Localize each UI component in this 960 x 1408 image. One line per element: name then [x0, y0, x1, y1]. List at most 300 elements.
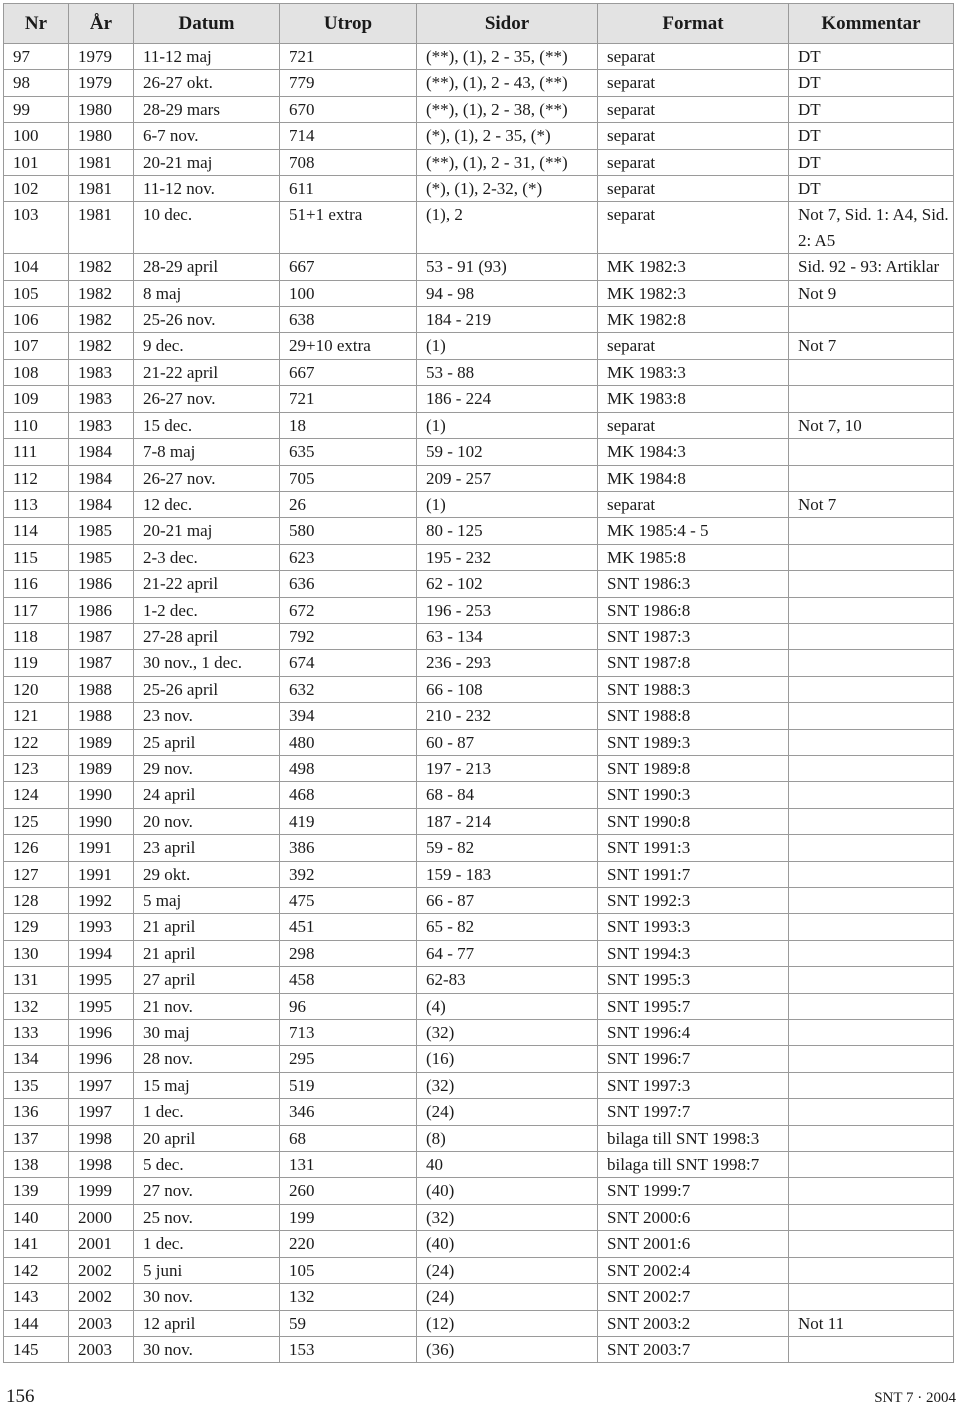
cell-nr: 109: [4, 386, 69, 412]
cell-datum: 25-26 nov.: [134, 307, 280, 333]
cell-kommentar: [789, 623, 954, 649]
cell-format: separat: [598, 149, 789, 175]
cell-format: SNT 1997:7: [598, 1099, 789, 1125]
cell-utrop: 451: [280, 914, 417, 940]
cell-utrop: 392: [280, 861, 417, 887]
table-row: [4, 96, 954, 122]
table-row: [4, 1072, 954, 1098]
cell-sidor: 68 - 84: [417, 782, 598, 808]
cell-nr: 99: [4, 96, 69, 122]
cell-format: separat: [598, 123, 789, 149]
table-row: [4, 176, 954, 202]
cell-utrop: 51+1 extra: [280, 202, 417, 254]
cell-utrop: 714: [280, 123, 417, 149]
table-row: [4, 755, 954, 781]
cell-ar: 1995: [69, 967, 134, 993]
cell-utrop: 519: [280, 1072, 417, 1098]
cell-datum: 21-22 april: [134, 571, 280, 597]
cell-ar: 1979: [69, 44, 134, 70]
cell-kommentar: [789, 703, 954, 729]
cell-sidor: (40): [417, 1178, 598, 1204]
table-body: [4, 44, 954, 1363]
cell-format: bilaga till SNT 1998:3: [598, 1125, 789, 1151]
cell-ar: 1981: [69, 202, 134, 254]
cell-kommentar: [789, 1231, 954, 1257]
cell-kommentar: [789, 1125, 954, 1151]
cell-nr: 144: [4, 1310, 69, 1336]
table-row: [4, 993, 954, 1019]
cell-ar: 1996: [69, 1046, 134, 1072]
cell-format: separat: [598, 44, 789, 70]
cell-kommentar: DT: [789, 123, 954, 149]
cell-ar: 1982: [69, 333, 134, 359]
cell-datum: 20-21 maj: [134, 149, 280, 175]
table-row: [4, 254, 954, 280]
cell-utrop: 96: [280, 993, 417, 1019]
table-row: [4, 412, 954, 438]
cell-ar: 1985: [69, 544, 134, 570]
cell-datum: 30 nov., 1 dec.: [134, 650, 280, 676]
cell-sidor: 66 - 108: [417, 676, 598, 702]
page-number: 156: [6, 1386, 35, 1407]
table-row: [4, 44, 954, 70]
cell-nr: 114: [4, 518, 69, 544]
cell-utrop: 68: [280, 1125, 417, 1151]
cell-datum: 29 nov.: [134, 755, 280, 781]
cell-ar: 1992: [69, 888, 134, 914]
cell-sidor: (12): [417, 1310, 598, 1336]
cell-ar: 2003: [69, 1310, 134, 1336]
cell-datum: 15 maj: [134, 1072, 280, 1098]
cell-nr: 142: [4, 1257, 69, 1283]
issues-table: [3, 3, 954, 1363]
table-row: [4, 70, 954, 96]
cell-kommentar: [789, 967, 954, 993]
cell-nr: 105: [4, 280, 69, 306]
cell-nr: 111: [4, 439, 69, 465]
cell-format: MK 1983:8: [598, 386, 789, 412]
cell-ar: 1991: [69, 835, 134, 861]
cell-nr: 138: [4, 1152, 69, 1178]
cell-datum: 30 nov.: [134, 1284, 280, 1310]
cell-utrop: 475: [280, 888, 417, 914]
cell-nr: 137: [4, 1125, 69, 1151]
cell-utrop: 708: [280, 149, 417, 175]
cell-format: SNT 2001:6: [598, 1231, 789, 1257]
cell-nr: 131: [4, 967, 69, 993]
cell-nr: 133: [4, 1020, 69, 1046]
cell-ar: 1984: [69, 465, 134, 491]
cell-datum: 2-3 dec.: [134, 544, 280, 570]
cell-utrop: 132: [280, 1284, 417, 1310]
cell-kommentar: [789, 571, 954, 597]
cell-nr: 127: [4, 861, 69, 887]
table-row: [4, 202, 954, 254]
cell-kommentar: DT: [789, 96, 954, 122]
cell-kommentar: [789, 597, 954, 623]
header-sidor: Sidor: [417, 4, 598, 44]
cell-sidor: 210 - 232: [417, 703, 598, 729]
cell-nr: 136: [4, 1099, 69, 1125]
cell-format: SNT 2002:4: [598, 1257, 789, 1283]
table-row: [4, 1152, 954, 1178]
cell-utrop: 721: [280, 44, 417, 70]
table-row: [4, 729, 954, 755]
cell-datum: 21 april: [134, 940, 280, 966]
cell-datum: 26-27 nov.: [134, 465, 280, 491]
cell-ar: 2003: [69, 1336, 134, 1362]
cell-sidor: 60 - 87: [417, 729, 598, 755]
cell-format: SNT 1996:7: [598, 1046, 789, 1072]
cell-kommentar: [789, 1204, 954, 1230]
cell-format: MK 1982:3: [598, 254, 789, 280]
cell-kommentar: [789, 1178, 954, 1204]
cell-datum: 25-26 april: [134, 676, 280, 702]
cell-utrop: 295: [280, 1046, 417, 1072]
table-row: [4, 808, 954, 834]
table-row: [4, 1046, 954, 1072]
table-row: [4, 386, 954, 412]
cell-nr: 130: [4, 940, 69, 966]
cell-kommentar: [789, 1020, 954, 1046]
cell-datum: 1-2 dec.: [134, 597, 280, 623]
cell-nr: 107: [4, 333, 69, 359]
cell-utrop: 18: [280, 412, 417, 438]
cell-nr: 97: [4, 44, 69, 70]
cell-datum: 15 dec.: [134, 412, 280, 438]
cell-nr: 121: [4, 703, 69, 729]
cell-utrop: 59: [280, 1310, 417, 1336]
cell-sidor: 59 - 82: [417, 835, 598, 861]
table-row: [4, 835, 954, 861]
cell-sidor: 196 - 253: [417, 597, 598, 623]
cell-utrop: 220: [280, 1231, 417, 1257]
cell-ar: 1997: [69, 1072, 134, 1098]
cell-nr: 139: [4, 1178, 69, 1204]
cell-sidor: 53 - 88: [417, 359, 598, 385]
cell-sidor: 65 - 82: [417, 914, 598, 940]
cell-kommentar: [789, 993, 954, 1019]
cell-kommentar: [789, 888, 954, 914]
cell-format: SNT 1988:3: [598, 676, 789, 702]
cell-nr: 104: [4, 254, 69, 280]
cell-datum: 25 april: [134, 729, 280, 755]
cell-nr: 122: [4, 729, 69, 755]
table-row: [4, 914, 954, 940]
cell-datum: 27 nov.: [134, 1178, 280, 1204]
cell-kommentar: [789, 729, 954, 755]
cell-ar: 1999: [69, 1178, 134, 1204]
journal-issue: SNT 7 · 2004: [874, 1390, 956, 1406]
cell-utrop: 638: [280, 307, 417, 333]
cell-sidor: (32): [417, 1204, 598, 1230]
cell-format: SNT 1993:3: [598, 914, 789, 940]
table-row: [4, 861, 954, 887]
cell-sidor: 62-83: [417, 967, 598, 993]
cell-datum: 7-8 maj: [134, 439, 280, 465]
table-row: [4, 149, 954, 175]
cell-sidor: 40: [417, 1152, 598, 1178]
cell-ar: 1988: [69, 676, 134, 702]
cell-nr: 132: [4, 993, 69, 1019]
cell-ar: 1982: [69, 280, 134, 306]
cell-kommentar: [789, 914, 954, 940]
table-row: [4, 544, 954, 570]
table-row: [4, 676, 954, 702]
table-row: [4, 1336, 954, 1362]
cell-format: MK 1982:8: [598, 307, 789, 333]
cell-format: separat: [598, 96, 789, 122]
cell-kommentar: [789, 359, 954, 385]
cell-nr: 106: [4, 307, 69, 333]
cell-datum: 10 dec.: [134, 202, 280, 254]
cell-ar: 2000: [69, 1204, 134, 1230]
cell-datum: 9 dec.: [134, 333, 280, 359]
cell-utrop: 667: [280, 254, 417, 280]
cell-ar: 1994: [69, 940, 134, 966]
cell-nr: 143: [4, 1284, 69, 1310]
cell-kommentar: Not 7: [789, 491, 954, 517]
cell-ar: 1997: [69, 1099, 134, 1125]
cell-kommentar: [789, 307, 954, 333]
cell-datum: 26-27 okt.: [134, 70, 280, 96]
cell-nr: 134: [4, 1046, 69, 1072]
cell-utrop: 199: [280, 1204, 417, 1230]
cell-format: SNT 1990:3: [598, 782, 789, 808]
table-row: [4, 967, 954, 993]
cell-datum: 21 nov.: [134, 993, 280, 1019]
header-format: Format: [598, 4, 789, 44]
cell-utrop: 635: [280, 439, 417, 465]
cell-nr: 135: [4, 1072, 69, 1098]
cell-format: separat: [598, 333, 789, 359]
cell-datum: 23 april: [134, 835, 280, 861]
table-row: [4, 1284, 954, 1310]
cell-utrop: 674: [280, 650, 417, 676]
header-nr: Nr: [4, 4, 69, 44]
header-utrop: Utrop: [280, 4, 417, 44]
cell-ar: 1990: [69, 808, 134, 834]
cell-ar: 1991: [69, 861, 134, 887]
cell-sidor: 80 - 125: [417, 518, 598, 544]
table-row: [4, 597, 954, 623]
cell-datum: 21 april: [134, 914, 280, 940]
cell-utrop: 394: [280, 703, 417, 729]
table-row: [4, 307, 954, 333]
cell-format: separat: [598, 202, 789, 254]
cell-kommentar: [789, 518, 954, 544]
cell-datum: 21-22 april: [134, 359, 280, 385]
cell-format: SNT 2003:2: [598, 1310, 789, 1336]
cell-format: SNT 1997:3: [598, 1072, 789, 1098]
cell-format: SNT 1987:8: [598, 650, 789, 676]
cell-sidor: 59 - 102: [417, 439, 598, 465]
header-row: [4, 4, 954, 44]
cell-nr: 117: [4, 597, 69, 623]
cell-nr: 141: [4, 1231, 69, 1257]
cell-format: MK 1985:4 - 5: [598, 518, 789, 544]
cell-utrop: 458: [280, 967, 417, 993]
cell-sidor: (4): [417, 993, 598, 1019]
cell-kommentar: [789, 861, 954, 887]
table-row: [4, 1257, 954, 1283]
cell-utrop: 298: [280, 940, 417, 966]
cell-nr: 118: [4, 623, 69, 649]
header-datum: Datum: [134, 4, 280, 44]
table-row: [4, 1231, 954, 1257]
cell-datum: 1 dec.: [134, 1231, 280, 1257]
cell-kommentar: [789, 544, 954, 570]
cell-nr: 100: [4, 123, 69, 149]
cell-sidor: 236 - 293: [417, 650, 598, 676]
cell-format: MK 1984:8: [598, 465, 789, 491]
table-row: [4, 439, 954, 465]
cell-utrop: 29+10 extra: [280, 333, 417, 359]
cell-datum: 12 april: [134, 1310, 280, 1336]
cell-utrop: 580: [280, 518, 417, 544]
cell-ar: 1984: [69, 439, 134, 465]
cell-nr: 125: [4, 808, 69, 834]
cell-kommentar: [789, 835, 954, 861]
cell-format: SNT 1989:8: [598, 755, 789, 781]
cell-sidor: 64 - 77: [417, 940, 598, 966]
cell-datum: 28-29 april: [134, 254, 280, 280]
cell-datum: 27 april: [134, 967, 280, 993]
cell-format: SNT 1991:3: [598, 835, 789, 861]
cell-kommentar: Not 7: [789, 333, 954, 359]
cell-sidor: 209 - 257: [417, 465, 598, 491]
cell-format: separat: [598, 176, 789, 202]
cell-sidor: 62 - 102: [417, 571, 598, 597]
cell-utrop: 636: [280, 571, 417, 597]
cell-format: MK 1982:3: [598, 280, 789, 306]
cell-ar: 1985: [69, 518, 134, 544]
cell-datum: 30 maj: [134, 1020, 280, 1046]
cell-datum: 24 april: [134, 782, 280, 808]
header-ar: År: [69, 4, 134, 44]
cell-datum: 29 okt.: [134, 861, 280, 887]
cell-ar: 1993: [69, 914, 134, 940]
cell-sidor: (**), (1), 2 - 38, (**): [417, 96, 598, 122]
cell-kommentar: [789, 940, 954, 966]
cell-ar: 1983: [69, 412, 134, 438]
cell-ar: 2002: [69, 1284, 134, 1310]
cell-kommentar: [789, 808, 954, 834]
cell-ar: 1998: [69, 1125, 134, 1151]
cell-utrop: 792: [280, 623, 417, 649]
table-row: [4, 1178, 954, 1204]
cell-format: MK 1984:3: [598, 439, 789, 465]
cell-format: MK 1985:8: [598, 544, 789, 570]
cell-kommentar: [789, 1257, 954, 1283]
cell-sidor: (24): [417, 1099, 598, 1125]
cell-nr: 102: [4, 176, 69, 202]
cell-kommentar: Sid. 92 - 93: Artiklar: [789, 254, 954, 280]
cell-kommentar: [789, 676, 954, 702]
cell-utrop: 153: [280, 1336, 417, 1362]
cell-nr: 112: [4, 465, 69, 491]
cell-utrop: 705: [280, 465, 417, 491]
table-row: [4, 123, 954, 149]
table-row: [4, 940, 954, 966]
cell-format: MK 1983:3: [598, 359, 789, 385]
cell-sidor: (24): [417, 1284, 598, 1310]
cell-format: SNT 1994:3: [598, 940, 789, 966]
cell-ar: 1987: [69, 650, 134, 676]
cell-nr: 103: [4, 202, 69, 254]
cell-sidor: 186 - 224: [417, 386, 598, 412]
cell-datum: 12 dec.: [134, 491, 280, 517]
cell-utrop: 667: [280, 359, 417, 385]
cell-nr: 119: [4, 650, 69, 676]
table-row: [4, 1099, 954, 1125]
cell-format: separat: [598, 70, 789, 96]
cell-utrop: 779: [280, 70, 417, 96]
cell-kommentar: [789, 1336, 954, 1362]
cell-nr: 145: [4, 1336, 69, 1362]
cell-ar: 1989: [69, 729, 134, 755]
cell-nr: 115: [4, 544, 69, 570]
cell-sidor: (**), (1), 2 - 31, (**): [417, 149, 598, 175]
cell-format: SNT 1995:3: [598, 967, 789, 993]
cell-kommentar: [789, 755, 954, 781]
cell-kommentar: DT: [789, 176, 954, 202]
cell-sidor: (*), (1), 2 - 35, (*): [417, 123, 598, 149]
cell-sidor: (32): [417, 1072, 598, 1098]
cell-nr: 120: [4, 676, 69, 702]
cell-utrop: 721: [280, 386, 417, 412]
cell-datum: 30 nov.: [134, 1336, 280, 1362]
cell-kommentar: DT: [789, 149, 954, 175]
table-row: [4, 1125, 954, 1151]
cell-datum: 8 maj: [134, 280, 280, 306]
table-row: [4, 888, 954, 914]
cell-sidor: (36): [417, 1336, 598, 1362]
cell-kommentar: [789, 439, 954, 465]
cell-nr: 126: [4, 835, 69, 861]
cell-utrop: 498: [280, 755, 417, 781]
cell-utrop: 105: [280, 1257, 417, 1283]
cell-kommentar: DT: [789, 70, 954, 96]
cell-sidor: (32): [417, 1020, 598, 1046]
cell-datum: 6-7 nov.: [134, 123, 280, 149]
cell-utrop: 419: [280, 808, 417, 834]
cell-datum: 25 nov.: [134, 1204, 280, 1230]
cell-utrop: 611: [280, 176, 417, 202]
cell-utrop: 100: [280, 280, 417, 306]
cell-utrop: 672: [280, 597, 417, 623]
cell-sidor: (16): [417, 1046, 598, 1072]
cell-utrop: 346: [280, 1099, 417, 1125]
cell-datum: 5 dec.: [134, 1152, 280, 1178]
cell-format: SNT 1989:3: [598, 729, 789, 755]
cell-utrop: 623: [280, 544, 417, 570]
cell-format: SNT 2000:6: [598, 1204, 789, 1230]
table-row: [4, 280, 954, 306]
cell-nr: 124: [4, 782, 69, 808]
table-row: [4, 1204, 954, 1230]
cell-kommentar: [789, 1099, 954, 1125]
cell-ar: 1988: [69, 703, 134, 729]
cell-nr: 129: [4, 914, 69, 940]
cell-ar: 1990: [69, 782, 134, 808]
cell-ar: 1980: [69, 96, 134, 122]
cell-ar: 1998: [69, 1152, 134, 1178]
cell-format: separat: [598, 491, 789, 517]
cell-datum: 26-27 nov.: [134, 386, 280, 412]
cell-ar: 1979: [69, 70, 134, 96]
cell-datum: 5 maj: [134, 888, 280, 914]
